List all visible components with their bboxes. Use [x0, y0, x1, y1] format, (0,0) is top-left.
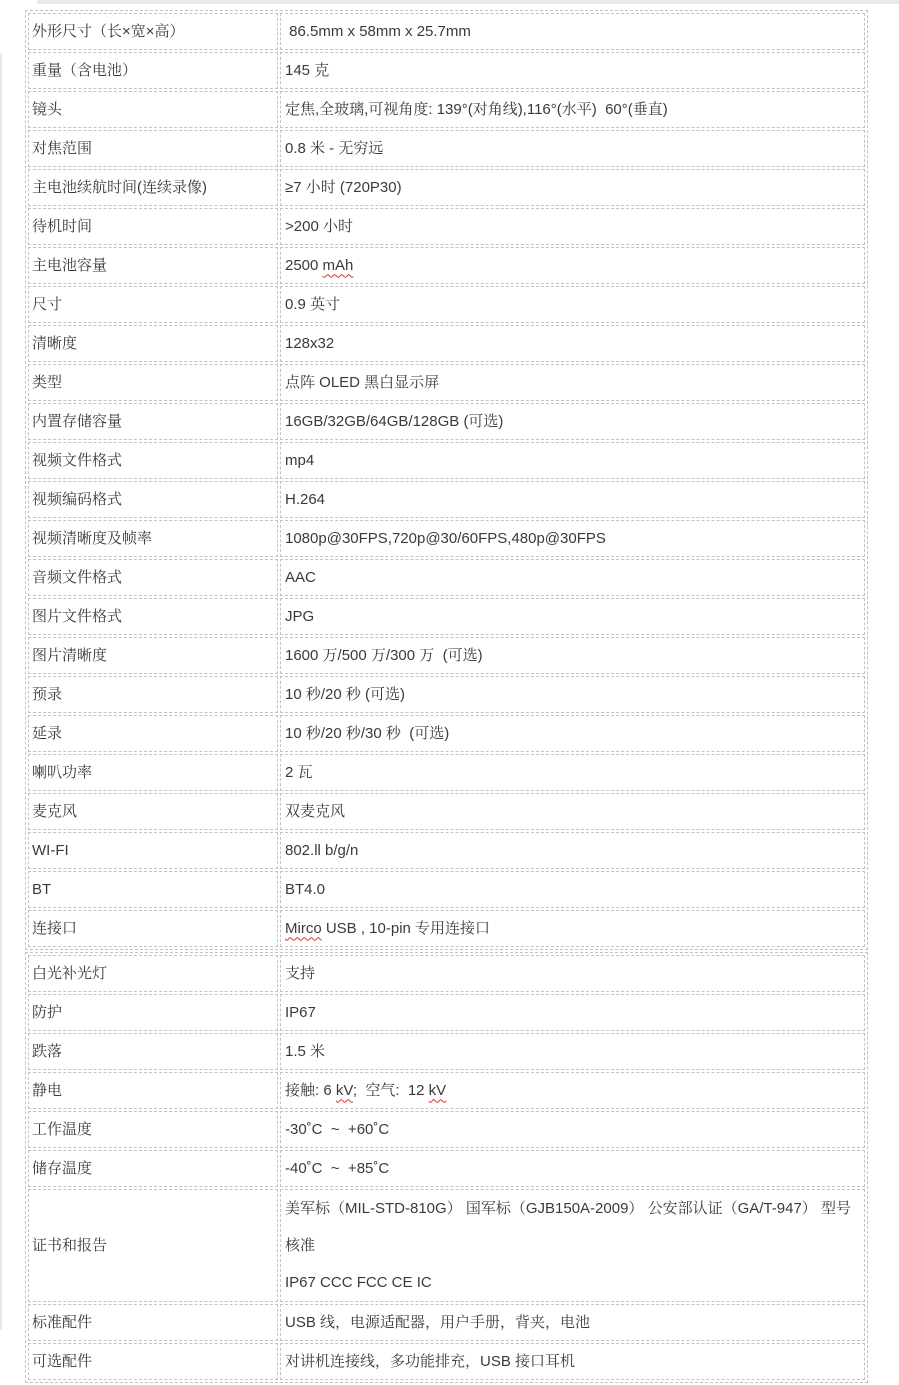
spec-label-cell: 重量（含电池）: [28, 52, 278, 89]
spec-table-secondary-body: [28, 955, 865, 1380]
spec-label-cell: 麦克风: [28, 793, 278, 830]
spec-row: [28, 520, 865, 557]
spec-value-text: 10 秒/20 秒 (可选): [285, 685, 406, 703]
spec-value-cell: [280, 13, 865, 50]
spec-row: [28, 793, 865, 830]
spec-value-text: 0.8 米 - 无穷远: [285, 139, 384, 157]
spec-value-cell: [280, 676, 865, 713]
spec-row: [28, 325, 865, 362]
spec-value-cell: [280, 793, 865, 830]
spec-row: [28, 955, 865, 992]
spec-value-cell: [280, 520, 865, 557]
spec-row: [28, 1189, 865, 1302]
spec-row: [28, 1111, 865, 1148]
spec-label-cell: 连接口: [28, 910, 278, 947]
spec-label-cell: BT: [28, 871, 278, 908]
spec-value-text: 1080p@30FPS,720p@30/60FPS,480p@30FPS: [285, 529, 606, 547]
spec-value-cell: [280, 910, 865, 947]
spec-value-cell: [280, 1189, 865, 1302]
spec-label-cell: 清晰度: [28, 325, 278, 362]
spec-row: [28, 169, 865, 206]
misspelled-text: mAh: [322, 256, 354, 274]
spec-value-text: -30˚C ~ +60˚C: [285, 1120, 390, 1138]
spec-value-text: 16GB/32GB/64GB/128GB (可选): [285, 412, 504, 430]
spec-value-text: 1600 万/500 万/300 万 (可选): [285, 646, 483, 664]
top-edge-strip: [37, 0, 899, 4]
spec-label-cell: 外形尺寸（长×宽×高）: [28, 13, 278, 50]
spec-value-cell: [280, 955, 865, 992]
spec-table-main-body: [28, 13, 865, 947]
spec-row: [28, 364, 865, 401]
spec-label-cell: 延录: [28, 715, 278, 752]
spec-value-cell: [280, 91, 865, 128]
spec-value-text: AAC: [285, 568, 316, 586]
spec-row: [28, 910, 865, 947]
spec-value-text: 2 瓦: [285, 763, 313, 781]
spec-value-cell: [280, 598, 865, 635]
spec-value-cell: [280, 871, 865, 908]
spec-value-text: 定焦,全玻璃,可视角度: 139°(对角线),116°(水平) 60°(垂直): [285, 100, 668, 118]
spec-row: [28, 994, 865, 1031]
spec-value-cell: [280, 286, 865, 323]
left-edge-strip: [0, 53, 2, 1330]
spec-row: [28, 286, 865, 323]
spec-value-text: BT4.0: [285, 880, 326, 898]
spec-row: [28, 442, 865, 479]
spec-row: [28, 1072, 865, 1109]
spec-row: [28, 871, 865, 908]
spec-label-cell: 尺寸: [28, 286, 278, 323]
spec-label-cell: 图片文件格式: [28, 598, 278, 635]
spec-value-text: JPG: [285, 607, 315, 625]
spec-label-cell: 视频文件格式: [28, 442, 278, 479]
spec-row: [28, 1304, 865, 1341]
misspelled-text: kV: [428, 1081, 447, 1099]
spec-table-secondary: [25, 952, 868, 1383]
spec-label-cell: 喇叭功率: [28, 754, 278, 791]
spec-label-cell: 内置存储容量: [28, 403, 278, 440]
spec-value-cell: [280, 1033, 865, 1070]
spec-label-cell: 跌落: [28, 1033, 278, 1070]
spec-row: [28, 13, 865, 50]
spec-label-cell: 预录: [28, 676, 278, 713]
spec-row: [28, 481, 865, 518]
spec-value-text: 1.5 米: [285, 1042, 326, 1060]
spec-value-text: USB 线，电源适配器，用户手册，背夹，电池: [285, 1313, 591, 1331]
spec-value-cell: [280, 130, 865, 167]
spec-value-text: 86.5mm x 58mm x 25.7mm: [285, 22, 471, 40]
spec-value-cell: [280, 364, 865, 401]
spec-value-cell: [280, 1304, 865, 1341]
spec-row: [28, 52, 865, 89]
spec-label-cell: 类型: [28, 364, 278, 401]
spec-row: [28, 637, 865, 674]
spec-label-cell: 视频清晰度及帧率: [28, 520, 278, 557]
spec-value-cell: [280, 715, 865, 752]
spec-label-cell: 证书和报告: [28, 1189, 278, 1302]
spec-row: [28, 1033, 865, 1070]
spec-label-cell: 防护: [28, 994, 278, 1031]
spec-value-text: H.264: [285, 490, 326, 508]
spec-value-text: mp4: [285, 451, 315, 469]
spec-row: [28, 91, 865, 128]
spec-row: [28, 715, 865, 752]
spec-label-cell: 视频编码格式: [28, 481, 278, 518]
spec-row: [28, 1150, 865, 1187]
spec-label-cell: WI-FI: [28, 832, 278, 869]
spec-value-cell: [280, 325, 865, 362]
spec-row: [28, 676, 865, 713]
spec-value-text: IP67: [285, 1003, 316, 1021]
spec-value-cell: [280, 832, 865, 869]
spec-label-cell: 白光补光灯: [28, 955, 278, 992]
spec-label-cell: 音频文件格式: [28, 559, 278, 596]
spec-value-cell: [280, 1072, 865, 1109]
spec-value-text: 对讲机连接线，多功能排充，USB 接口耳机: [285, 1352, 576, 1370]
spec-value-cell: [280, 52, 865, 89]
spec-value-cell: [280, 403, 865, 440]
spec-row: [28, 247, 865, 284]
spec-label-cell: 静电: [28, 1072, 278, 1109]
spec-value-text: 802.ll b/g/n: [285, 841, 359, 859]
spec-value-cell: [280, 994, 865, 1031]
spec-row: [28, 208, 865, 245]
spec-value-text: 美军标（MIL-STD-810G） 国军标（GJB150A-2009） 公安部认证（GA/T-947） 型号核准: [285, 1200, 851, 1254]
spec-row: [28, 832, 865, 869]
misspelled-text: Mirco: [285, 919, 322, 937]
spec-value-text: ≥7 小时 (720P30): [285, 178, 402, 196]
spec-value-text: 0.9 英寸: [285, 295, 341, 313]
spec-value-cell: [280, 1111, 865, 1148]
spec-value-cell: [280, 754, 865, 791]
spec-value-cell: [280, 1150, 865, 1187]
spec-value-cell: [280, 559, 865, 596]
spec-row: [28, 559, 865, 596]
spec-value-text: 双麦克风: [285, 802, 346, 820]
spec-label-cell: 待机时间: [28, 208, 278, 245]
spec-value-cell: [280, 1343, 865, 1380]
spec-value-text: 145 克: [285, 61, 330, 79]
spec-row: [28, 754, 865, 791]
spec-label-cell: 主电池容量: [28, 247, 278, 284]
spec-row: [28, 403, 865, 440]
spec-value-cell: [280, 247, 865, 284]
spec-value-cell: [280, 208, 865, 245]
spec-label-cell: 镜头: [28, 91, 278, 128]
spec-row: [28, 130, 865, 167]
spec-label-cell: 可选配件: [28, 1343, 278, 1380]
spec-value-text: IP67 CCC FCC CE IC: [285, 1274, 432, 1291]
spec-value-cell: [280, 637, 865, 674]
spec-label-cell: 主电池续航时间(连续录像): [28, 169, 278, 206]
spec-label-cell: 图片清晰度: [28, 637, 278, 674]
spec-value-text: 接触: 6: [285, 1081, 336, 1099]
spec-table-main: [25, 10, 868, 950]
spec-label-cell: 标准配件: [28, 1304, 278, 1341]
spec-value-cell: [280, 481, 865, 518]
spec-value-text: 支持: [285, 964, 316, 982]
spec-value-text: 10 秒/20 秒/30 秒 (可选): [285, 724, 450, 742]
spec-row: [28, 598, 865, 635]
spec-tables-container: [25, 10, 868, 1385]
spec-value-cell: [280, 442, 865, 479]
spec-label-cell: 储存温度: [28, 1150, 278, 1187]
spec-value-text: USB , 10-pin 专用连接口: [321, 919, 491, 937]
spec-value-text: -40˚C ~ +85˚C: [285, 1159, 390, 1177]
spec-value-cell: [280, 169, 865, 206]
spec-value-text: 128x32: [285, 334, 335, 352]
spec-row: [28, 1343, 865, 1380]
spec-value-text: ; 空气: 12: [352, 1081, 429, 1099]
spec-value-text: 2500: [285, 256, 323, 274]
spec-value-text: >200 小时: [285, 217, 353, 235]
spec-value-text: 点阵 OLED 黑白显示屏: [285, 373, 440, 391]
spec-label-cell: 工作温度: [28, 1111, 278, 1148]
spec-label-cell: 对焦范围: [28, 130, 278, 167]
misspelled-text: kV: [335, 1081, 353, 1099]
